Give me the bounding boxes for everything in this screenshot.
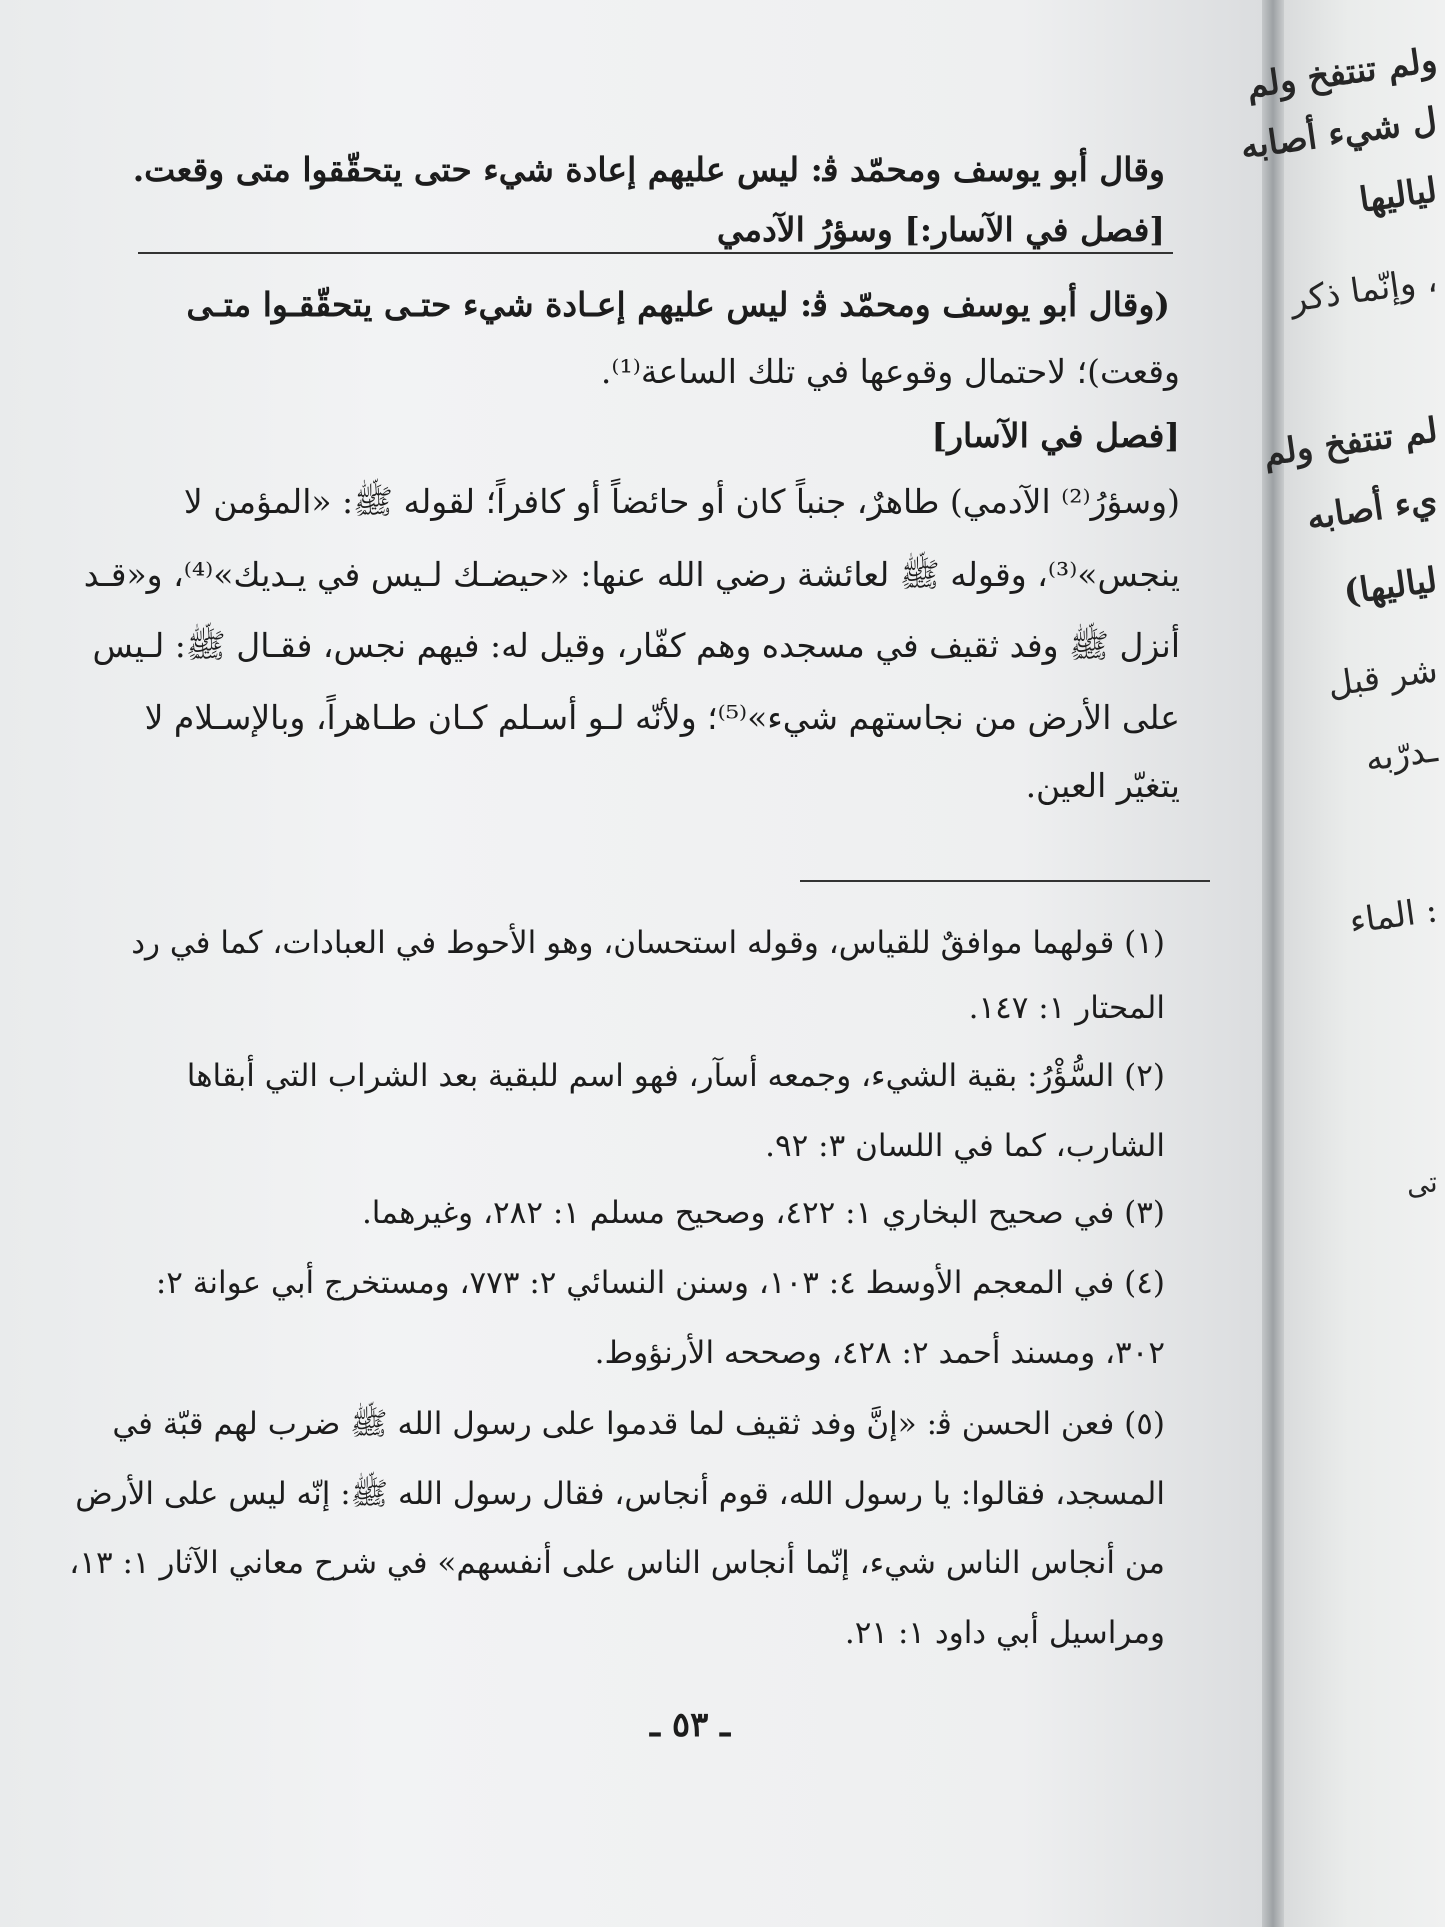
section-heading: [فصل في الآسار] [931,416,1180,455]
main-line-5: ينجس»⁽³⁾، وقوله ﷺ لعائشة رضي الله عنها: «حيضـك لـيس في يـديك»⁽⁴⁾، و«قـد [83,555,1180,594]
footnote-1b: المحتار ١: ١٤٧. [968,990,1165,1026]
footnote-separator [800,880,1210,882]
adjacent-fragment-5: لم تنتفخ ولم [1260,410,1440,475]
main-line-1: (وقال أبو يوسف ومحمّد ﭬ: ليس عليهم إعـادة شيء حتـى يتحقّقـوا متـى [186,285,1170,324]
footnote-3: (٣) في صحيح البخاري ١: ٤٢٢، وصحيح مسلم ١: ٢٨٢، وغيرهما. [361,1195,1165,1231]
main-line-4: (وسؤرُ⁽²⁾ الآدمي) طاهرٌ، جنباً كان أو حائضاً أو كافراً؛ لقوله ﷺ: «المؤمن لا [183,482,1180,521]
adjacent-fragment-10: : الماء [1346,890,1440,943]
adjacent-fragment-7: لياليها) [1341,560,1440,613]
adjacent-fragment-6: يء أصابه [1304,480,1440,539]
adjacent-page [1238,0,1445,1927]
adjacent-fragment-2: ل شيء أصابه [1238,100,1440,168]
footnote-5b: المسجد، فقالوا: يا رسول الله، قوم أنجاس، فقال رسول الله ﷺ: إنّه ليس على الأرض [75,1476,1165,1512]
adjacent-fragment-11: تى [1403,1165,1440,1203]
footnote-4a: (٤) في المعجم الأوسط ٤: ١٠٣، وسنن النسائي ٢: ٧٧٣، ومستخرج أبي عوانة ٢: [155,1265,1165,1301]
adjacent-fragment-1: ولم تنتفخ ولم [1244,40,1440,107]
adjacent-fragment-3: لياليها [1357,170,1440,221]
adjacent-fragment-8: شر قبل [1324,650,1440,706]
adjacent-fragment-9: ـدرّبه [1362,730,1440,780]
footnote-5c: من أنجاس الناس شيء، إنّما أنجاس الناس على أنفسهم» في شرح معاني الآثار ١: ١٣، [69,1545,1165,1581]
main-line-7: على الأرض من نجاستهم شيء»⁽⁵⁾؛ ولأنّه لـو أسـلم كـان طـاهراً، وبالإسـلام لا [144,698,1180,737]
top-heading: [فصل في الآسار:] وسؤرُ الآدمي [716,210,1165,249]
footnote-5d: ومراسيل أبي داود ١: ٢١. [844,1615,1165,1651]
book-gutter [1262,0,1284,1927]
adjacent-fragment-4: ، وإنّما ذكر [1287,260,1440,321]
main-line-2: وقعت)؛ لاحتمال وقوعها في تلك الساعة⁽¹⁾. [600,352,1180,391]
heading-underline [138,252,1173,254]
main-line-6: أنزل ﷺ وفد ثقيف في مسجده وهم كفّار، وقيل له: فيهم نجس، فقـال ﷺ: لـيس [92,626,1180,665]
footnote-2b: الشارب، كما في اللسان ٣: ٩٢. [765,1128,1165,1164]
page-number: ـ ٥٣ ـ [650,1705,731,1745]
top-note: وقال أبو يوسف ومحمّد ﭬ: ليس عليهم إعادة شيء حتى يتحقّقوا متى وقعت. [132,150,1165,189]
footnote-4b: ٣٠٢، ومسند أحمد ٢: ٤٢٨، وصححه الأرنؤوط. [594,1335,1165,1371]
footnote-1a: (١) قولهما موافقٌ للقياس، وقوله استحسان، وهو الأحوط في العبادات، كما في رد [131,925,1165,961]
footnote-2a: (٢) السُّؤْرُ: بقية الشيء، وجمعه أسآر، فهو اسم للبقية بعد الشراب التي أبقاها [186,1058,1165,1094]
main-line-8: يتغيّر العين. [1025,766,1180,805]
footnote-5a: (٥) فعن الحسن ﭬ: «إنَّ وفد ثقيف لما قدموا على رسول الله ﷺ ضرب لهم قبّة في [112,1406,1165,1442]
